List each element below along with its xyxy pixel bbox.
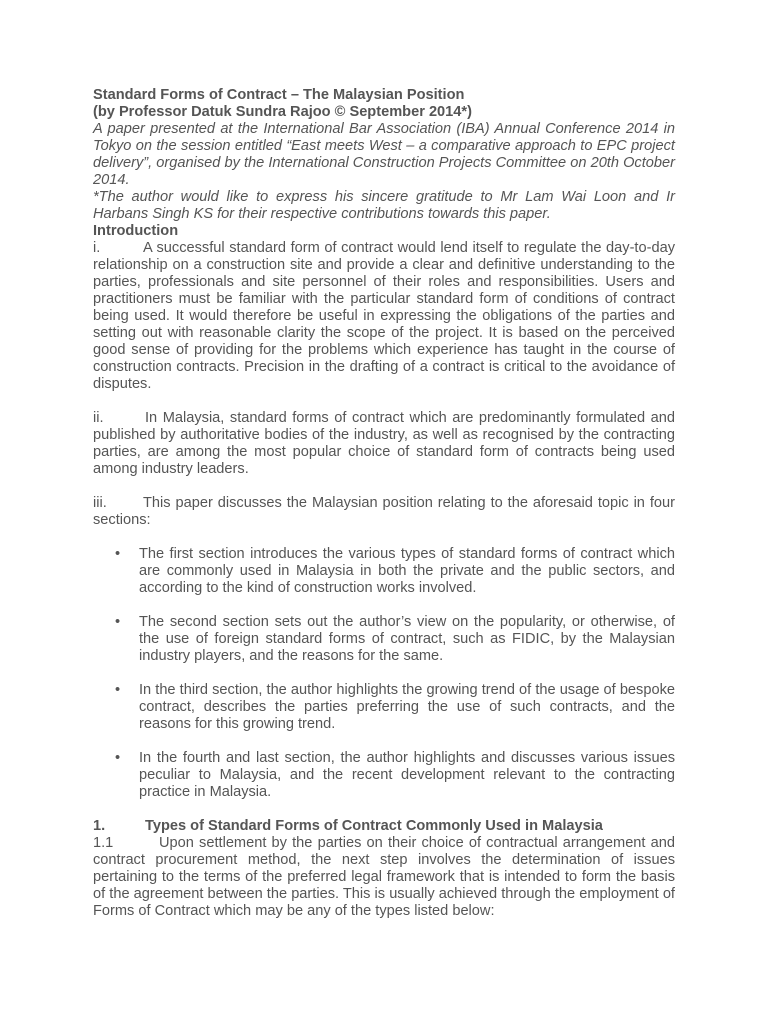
- list-item-text: In the fourth and last section, the author highlights and discusses various issues peculiar to Malaysia, and the recent development relevant to the contracting practice in Malaysia.: [139, 750, 675, 800]
- paragraph-iii: [93, 495, 675, 529]
- section-number: 1.: [93, 818, 106, 834]
- section-1-heading: [93, 818, 675, 835]
- paragraph-text: In Malaysia, standard forms of contract which are predominantly formulated and published by authoritative bodies of the industry, as well as recognised by the contracting parties, are among the most popular choice of standard form of contracts being used among industry leaders.: [93, 410, 675, 477]
- list-item: [93, 614, 675, 665]
- sections-list: [93, 546, 675, 801]
- list-item-text: The first section introduces the various types of standard forms of contract which are commonly used in Malaysia in both the private and the public sectors, and according to the kind of construction works involved.: [139, 546, 675, 596]
- paragraph-number: ii.: [93, 410, 104, 426]
- bullet-icon: •: [115, 546, 121, 562]
- acknowledgement-note: *The author would like to express his sincere gratitude to Mr Lam Wai Loon and Ir Harbans Singh KS for their respective contributions towards this paper.: [93, 189, 675, 222]
- introduction-heading: Introduction: [93, 223, 179, 239]
- paragraph-text: This paper discusses the Malaysian position relating to the aforesaid topic in four sections:: [93, 495, 675, 528]
- bullet-icon: •: [115, 614, 121, 630]
- list-item: [93, 750, 675, 801]
- paragraph-number: i.: [93, 240, 101, 256]
- presentation-note: A paper presented at the International Bar Association (IBA) Annual Conference 2014 in Tokyo on the session entitled “East meets West – a comparative approach to EPC project delivery”, organised by the International Construction Projects Committee on 20th October 2014.: [93, 121, 675, 188]
- document-title: Standard Forms of Contract – The Malaysian Position: [93, 87, 465, 103]
- paragraph-i: [93, 240, 675, 393]
- paragraph-ii: [93, 410, 675, 478]
- list-item: [93, 682, 675, 733]
- paragraph-number: iii.: [93, 495, 107, 511]
- list-item-text: In the third section, the author highlights the growing trend of the usage of bespoke contract, describes the parties preferring the use of such contracts, and the reasons for this growing trend.: [139, 682, 675, 732]
- paragraph-number: 1.1: [93, 835, 114, 851]
- list-item: [93, 546, 675, 597]
- paragraph-text: Upon settlement by the parties on their choice of contractual arrangement and contract procurement method, the next step involves the determination of issues pertaining to the terms of the preferred legal framework that is intended to form the basis of the agreement between the parties. This is usually achieved through the employment of Forms of Contract which may be any of the types listed below:: [93, 835, 675, 919]
- bullet-icon: •: [115, 682, 121, 698]
- list-item-text: The second section sets out the author’s view on the popularity, or otherwise, of the use of foreign standard forms of contract, such as FIDIC, by the Malaysian industry players, and the reasons for the same.: [139, 614, 675, 664]
- paragraph-text: A successful standard form of contract would lend itself to regulate the day-to-day relationship on a construction site and provide a clear and definitive understanding to the parties, professionals and site personnel of their roles and responsibilities. Users and practitioners must be familiar with the particular standard form of conditions of contract being used. It would therefore be useful in expressing the obligations of the parties and setting out with reasonable clarity the scope of the project. It is based on the perceived good sense of providing for the problems which experience has taught in the course of construction contracts. Precision in the drafting of a contract is critical to the avoidance of disputes.: [93, 240, 675, 392]
- document-byline: (by Professor Datuk Sundra Rajoo © September 2014*): [93, 104, 472, 120]
- section-title: Types of Standard Forms of Contract Commonly Used in Malaysia: [145, 818, 603, 834]
- document-page: [93, 87, 675, 920]
- bullet-icon: •: [115, 750, 121, 766]
- paragraph-1-1: [93, 835, 675, 920]
